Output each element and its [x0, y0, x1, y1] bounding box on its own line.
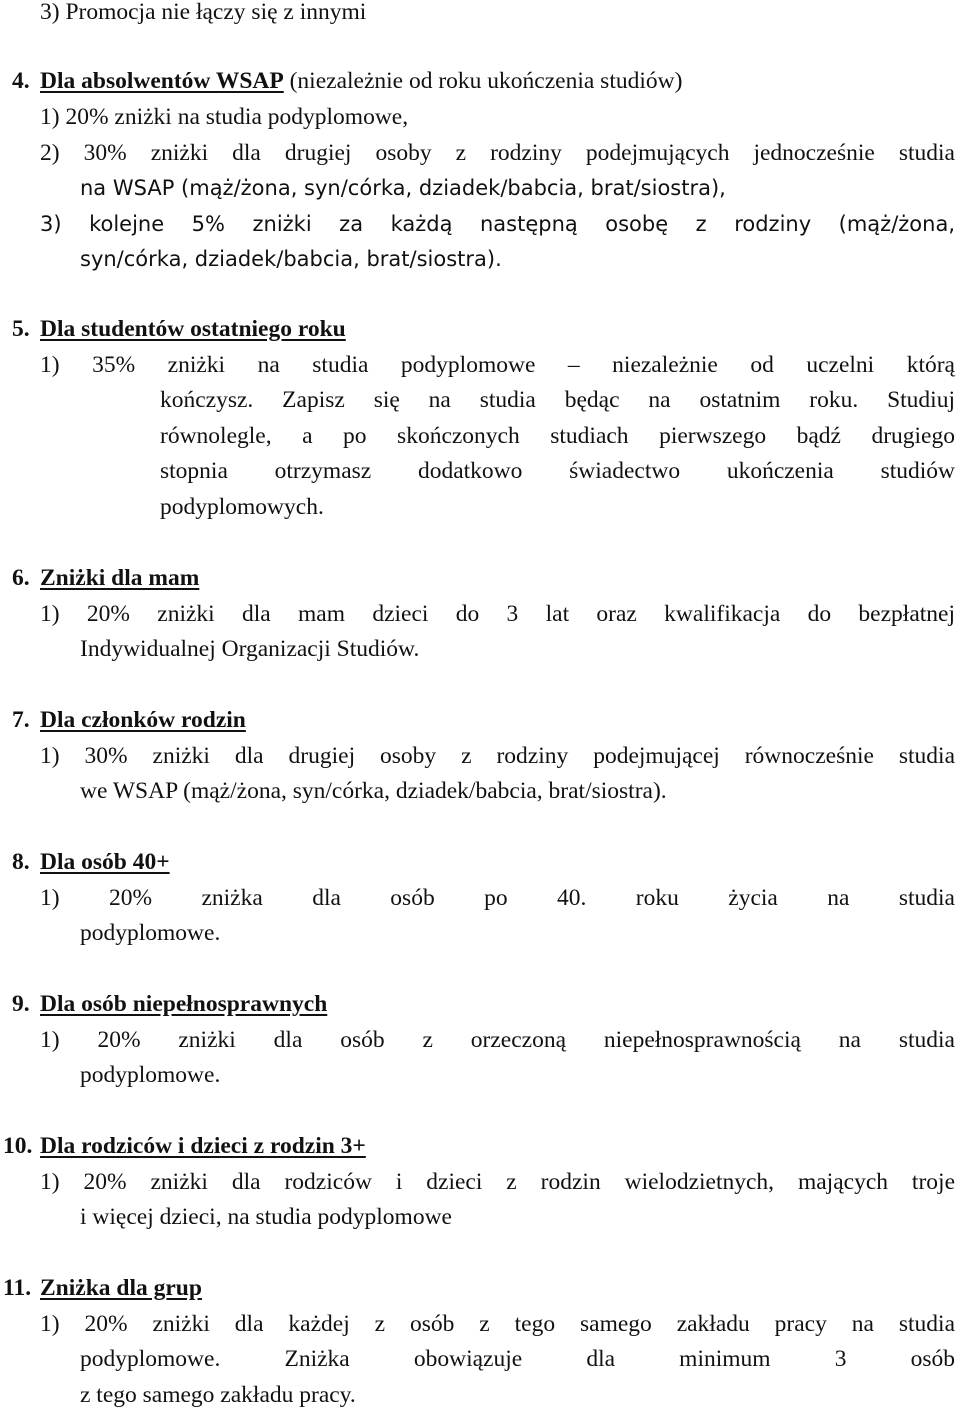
section9-item1-line2: podyplomowe. — [80, 1062, 221, 1088]
section11-item1-line2: podyplomowe. Zniżka obowiązuje dla minimum 3 osób — [80, 1346, 955, 1372]
section4-heading-note: (niezależnie od roku ukończenia studiów) — [283, 68, 683, 94]
section6-item1-line1: 1) 20% zniżki dla mam dzieci do 3 lat oraz kwalifikacja do bezpłatnej — [40, 601, 955, 627]
section5-item1-line3: równolegle, a po skończonych studiach pierwszego bądź drugiego — [160, 423, 955, 449]
section5-heading: Dla studentów ostatniego roku — [40, 316, 346, 342]
section4-heading: Dla absolwentów WSAP — [40, 68, 284, 94]
section11-number: 11. — [3, 1275, 32, 1301]
section10-heading: Dla rodziców i dzieci z rodzin 3+ — [40, 1133, 366, 1159]
section7-number: 7. — [12, 707, 30, 733]
section5-item1-line4: stopnia otrzymasz dodatkowo świadectwo ukończenia studiów — [160, 458, 955, 484]
section8-heading: Dla osób 40+ — [40, 849, 170, 875]
section10-number: 10. — [3, 1133, 33, 1159]
section7-item1-line2: we WSAP (mąż/żona, syn/córka, dziadek/babcia, brat/siostra). — [80, 778, 667, 804]
section5-number: 5. — [12, 316, 30, 342]
section3-item3: 3) Promocja nie łączy się z innymi — [40, 0, 367, 25]
section10-item1-line2: i więcej dzieci, na studia podyplomowe — [80, 1204, 452, 1230]
section10-item1-line1: 1) 20% zniżki dla rodziców i dzieci z rodzin wielodzietnych, mających troje — [40, 1169, 955, 1195]
section9-item1-line1: 1) 20% zniżki dla osób z orzeczoną niepełnosprawnością na studia — [40, 1027, 955, 1053]
section5-item1-line5: podyplomowych. — [160, 494, 324, 520]
section6-item1-line2: Indywidualnej Organizacji Studiów. — [80, 636, 420, 662]
section4-item3-line1: 3) kolejne 5% zniżki za każdą następną osobę z rodziny (mąż/żona, — [40, 212, 955, 236]
section4-heading-line — [40, 67, 682, 95]
section4-item3-line2: syn/córka, dziadek/babcia, brat/siostra). — [80, 247, 502, 271]
section9-number: 9. — [12, 991, 30, 1017]
section4-number: 4. — [12, 68, 30, 94]
section7-item1-line1: 1) 30% zniżki dla drugiej osoby z rodziny podejmującej równocześnie studia — [40, 743, 955, 769]
section11-item1-line1: 1) 20% zniżki dla każdej z osób z tego samego zakładu pracy na studia — [40, 1311, 955, 1337]
section9-heading: Dla osób niepełnosprawnych — [40, 991, 328, 1017]
section8-number: 8. — [12, 849, 30, 875]
section7-heading: Dla członków rodzin — [40, 707, 246, 733]
section4-item2-line2: na WSAP (mąż/żona, syn/córka, dziadek/babcia, brat/siostra), — [80, 176, 726, 200]
section4-item1: 1) 20% zniżki na studia podyplomowe, — [40, 104, 409, 130]
section6-number: 6. — [12, 565, 30, 591]
section11-heading: Zniżka dla grup — [40, 1275, 202, 1301]
section8-item1-line2: podyplomowe. — [80, 920, 221, 946]
section5-item1-line2: kończysz. Zapisz się na studia będąc na ostatnim roku. Studiuj — [160, 387, 955, 413]
section11-item1-line3: z tego samego zakładu pracy. — [80, 1382, 356, 1408]
section4-item2-line1: 2) 30% zniżki dla drugiej osoby z rodziny podejmujących jednocześnie studia — [40, 140, 955, 166]
section8-item1-line1: 1) 20% zniżka dla osób po 40. roku życia na studia — [40, 885, 955, 911]
section5-item1-line1: 1) 35% zniżki na studia podyplomowe – niezależnie od uczelni którą — [40, 352, 955, 378]
section6-heading: Zniżki dla mam — [40, 565, 200, 591]
